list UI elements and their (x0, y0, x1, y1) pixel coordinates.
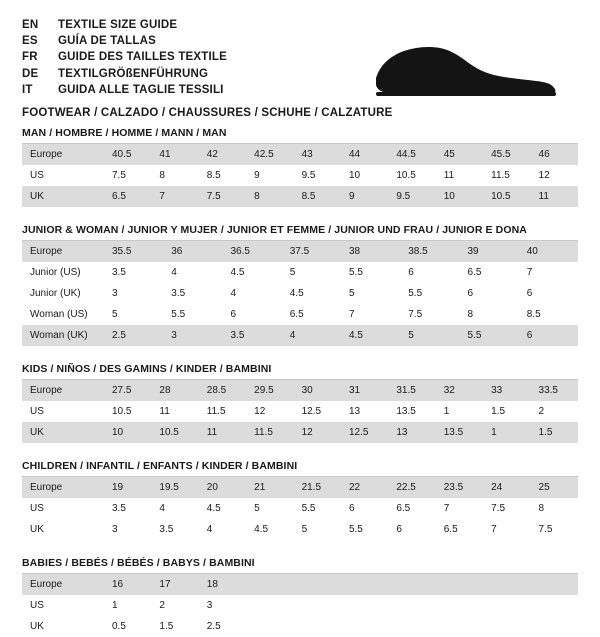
size-cell: 12 (294, 422, 341, 443)
language-row (22, 83, 227, 99)
size-cell: 3 (206, 600, 213, 611)
size-cell: 8 (467, 309, 474, 320)
size-cell-empty (388, 616, 435, 637)
size-cell: 11 (443, 170, 455, 181)
table-row (22, 616, 578, 637)
size-cell: 3 (163, 325, 222, 346)
size-cell: 11.5 (206, 406, 226, 417)
size-cell: 43 (294, 144, 341, 165)
size-cell: 2 (159, 600, 165, 611)
size-cell: 22.5 (388, 477, 435, 498)
row-label: Europe (22, 380, 104, 401)
size-cell-empty (246, 574, 293, 595)
size-cell-empty (388, 595, 435, 616)
size-table-body (22, 144, 578, 207)
size-cell: 5.5 (408, 288, 423, 299)
table-row (22, 574, 578, 595)
table-row (22, 401, 578, 422)
size-cell: 8 (246, 186, 293, 207)
row-label: US (30, 503, 44, 514)
size-cell: 33 (483, 380, 530, 401)
size-cell: 7 (151, 186, 198, 207)
table-row (22, 262, 578, 283)
language-title: GUÍA DE TALLAS (58, 35, 156, 48)
size-cell: 22 (341, 477, 388, 498)
size-group-junior-woman (22, 224, 578, 346)
size-cell: 5.5 (348, 524, 363, 535)
size-cell: 45 (436, 144, 483, 165)
size-cell: 7 (491, 524, 497, 535)
size-cell: 24 (483, 477, 530, 498)
row-label: UK (30, 621, 44, 632)
size-table-children (22, 477, 578, 540)
group-title: KIDS / NIÑOS / DES GAMINS / KINDER / BAMBINI (22, 363, 578, 380)
table-row (22, 241, 578, 262)
size-cell: 5 (301, 524, 308, 535)
size-table-body (22, 574, 578, 637)
size-cell: 40 (519, 241, 578, 262)
row-label: Junior (US) (30, 267, 81, 278)
size-cell: 33.5 (531, 380, 578, 401)
size-cell: 12.5 (301, 406, 322, 417)
size-cell: 39 (460, 241, 519, 262)
size-cell: 7 (349, 309, 355, 320)
language-code: DE (22, 67, 39, 80)
table-row (22, 186, 578, 207)
language-code: IT (22, 83, 33, 96)
size-cell: 6 (396, 524, 402, 535)
size-cell: 3 (112, 288, 118, 299)
size-cell-empty (483, 595, 530, 616)
size-cell: 5.5 (301, 503, 316, 514)
row-label: US (30, 600, 44, 611)
dress-shoe-icon (370, 34, 560, 102)
row-label: Europe (22, 144, 104, 165)
size-cell: 7.5 (538, 524, 553, 535)
size-cell: 27.5 (104, 380, 151, 401)
size-cell-empty (246, 595, 293, 616)
size-cell-empty (531, 574, 578, 595)
size-cell: 5 (289, 267, 296, 278)
size-cell: 0.5 (112, 621, 126, 632)
group-title: BABIES / BEBÉS / BÉBÉS / BABYS / BAMBINI (22, 557, 578, 574)
size-cell: 11 (159, 406, 170, 417)
size-cell: 4.5 (341, 325, 400, 346)
size-cell: 20 (199, 477, 246, 498)
language-title-body (22, 18, 227, 99)
size-cell: 7 (443, 503, 450, 514)
size-cell: 5.5 (349, 267, 363, 278)
table-row (22, 144, 578, 165)
size-cell: 6.5 (396, 503, 411, 514)
row-label: Europe (22, 241, 104, 262)
size-cell-empty (294, 595, 341, 616)
table-row (22, 422, 578, 443)
size-cell: 4.5 (206, 503, 221, 514)
language-row (22, 67, 227, 83)
language-title: GUIDE DES TAILLES TEXTILE (58, 51, 227, 64)
size-cell: 12 (254, 406, 266, 417)
size-cell: 28.5 (199, 380, 246, 401)
language-code: EN (22, 19, 39, 31)
size-cell: 4.5 (230, 267, 245, 278)
size-cell: 8.5 (294, 186, 341, 207)
size-cell: 9 (254, 170, 260, 181)
size-cell: 19 (104, 477, 151, 498)
size-cell: 7.5 (408, 309, 423, 320)
table-row (22, 498, 578, 519)
size-cell: 6.5 (289, 309, 304, 320)
size-table-junior-woman (22, 241, 578, 346)
size-cell: 5 (349, 288, 355, 299)
size-cell: 38 (341, 241, 400, 262)
size-cell: 35.5 (104, 241, 163, 262)
size-cell: 11 (199, 422, 246, 443)
language-title-list (22, 18, 227, 99)
size-cell: 4 (171, 267, 177, 278)
footwear-section-title: FOOTWEAR / CALZADO / CHAUSSURES / SCHUHE / CALZATURE (22, 106, 393, 119)
size-cell: 4.5 (254, 524, 269, 535)
size-cell: 7.5 (199, 186, 246, 207)
size-cell: 1.5 (159, 621, 174, 632)
size-cell: 13.5 (436, 422, 483, 443)
size-cell: 4 (206, 524, 213, 535)
group-title: MAN / HOMBRE / HOMME / MANN / MAN (22, 127, 578, 144)
size-cell: 40.5 (104, 144, 151, 165)
size-cell: 45.5 (483, 144, 530, 165)
row-label: Europe (22, 477, 104, 498)
row-label: UK (22, 186, 104, 207)
size-cell: 8.5 (206, 170, 221, 181)
size-cell-empty (246, 616, 293, 637)
size-cell: 42.5 (246, 144, 293, 165)
size-cell: 13 (388, 422, 435, 443)
size-cell: 12.5 (341, 422, 388, 443)
size-cell: 7.5 (491, 503, 506, 514)
size-cell-empty (531, 595, 578, 616)
language-title: TEXTILE SIZE GUIDE (58, 19, 178, 31)
size-cell: 3 (112, 524, 118, 535)
size-cell: 3.5 (171, 288, 186, 299)
size-table-body (22, 477, 578, 540)
language-row (22, 18, 227, 34)
row-label: Woman (US) (30, 309, 88, 320)
size-cell: 18 (199, 574, 246, 595)
size-group-man (22, 127, 578, 207)
size-cell: 4 (230, 288, 237, 299)
table-row (22, 477, 578, 498)
size-group-children (22, 460, 578, 540)
size-group-babies (22, 557, 578, 637)
size-cell: 36.5 (223, 241, 282, 262)
size-cell-empty (483, 616, 530, 637)
table-row (22, 325, 578, 346)
size-group-kids (22, 363, 578, 443)
language-title: GUIDA ALLE TAGLIE TESSILI (58, 83, 224, 96)
size-cell: 16 (104, 574, 151, 595)
size-cell: 5.5 (460, 325, 519, 346)
size-cell: 10 (348, 170, 361, 181)
size-table-kids (22, 380, 578, 443)
size-cell: 10 (104, 422, 151, 443)
row-label: US (30, 170, 44, 181)
language-code: ES (22, 35, 38, 48)
row-label: US (30, 406, 44, 417)
size-cell: 4.5 (289, 288, 304, 299)
table-row (22, 283, 578, 304)
size-cell: 1 (112, 600, 118, 611)
table-row (22, 595, 578, 616)
size-cell-empty (341, 574, 388, 595)
row-label: Europe (22, 574, 104, 595)
size-cell: 2.5 (104, 325, 163, 346)
size-cell-empty (436, 616, 483, 637)
size-cell: 23.5 (436, 477, 483, 498)
size-cell: 44.5 (388, 144, 435, 165)
header (22, 18, 578, 119)
size-cell: 5.5 (171, 309, 186, 320)
size-cell: 32 (436, 380, 483, 401)
group-title: CHILDREN / INFANTIL / ENFANTS / KINDER / BAMBINI (22, 460, 578, 477)
size-cell: 5 (254, 503, 260, 514)
size-cell: 38.5 (400, 241, 459, 262)
size-cell: 7.5 (112, 170, 126, 181)
row-label: Woman (UK) (22, 325, 104, 346)
size-cell: 30 (294, 380, 341, 401)
size-cell: 3.5 (159, 524, 174, 535)
size-cell: 8.5 (526, 309, 541, 320)
size-cell: 8 (159, 170, 165, 181)
size-cell: 7 (526, 267, 533, 278)
size-cell: 21 (246, 477, 293, 498)
size-cell: 10 (436, 186, 483, 207)
size-cell-empty (531, 616, 578, 637)
size-cell: 3.5 (223, 325, 282, 346)
size-cell: 2.5 (206, 621, 221, 632)
size-table-body (22, 380, 578, 443)
language-title: TEXTILGRÖßENFÜHRUNG (58, 67, 209, 80)
size-cell-empty (388, 574, 435, 595)
size-cell-empty (436, 574, 483, 595)
size-cell: 1.5 (491, 406, 506, 417)
size-cell: 41 (151, 144, 198, 165)
size-cell: 3.5 (112, 267, 126, 278)
size-cell-empty (436, 595, 483, 616)
size-cell: 10.5 (112, 406, 132, 417)
size-cell: 6 (408, 267, 414, 278)
size-cell: 10.5 (483, 186, 530, 207)
size-cell: 6 (467, 288, 474, 299)
size-cell: 3.5 (112, 503, 126, 514)
size-cell: 31 (341, 380, 388, 401)
table-row (22, 304, 578, 325)
size-cell-empty (341, 616, 388, 637)
size-cell: 46 (531, 144, 578, 165)
size-cell: 13 (348, 406, 361, 417)
size-cell: 10.5 (151, 422, 198, 443)
size-table-man (22, 144, 578, 207)
row-label: UK (30, 524, 44, 535)
size-cell: 37.5 (282, 241, 341, 262)
size-cell: 28 (151, 380, 198, 401)
size-cell: 11 (531, 186, 578, 207)
size-cell: 19.5 (151, 477, 198, 498)
size-cell: 13.5 (396, 406, 416, 417)
size-cell: 9.5 (301, 170, 316, 181)
row-label: Junior (UK) (30, 288, 81, 299)
size-cell: 6 (230, 309, 237, 320)
size-cell: 6 (526, 288, 533, 299)
size-cell: 5 (400, 325, 459, 346)
size-cell: 4 (282, 325, 341, 346)
size-cell-empty (294, 616, 341, 637)
row-label: UK (22, 422, 104, 443)
size-cell: 5 (112, 309, 118, 320)
size-cell: 6 (348, 503, 355, 514)
size-table-babies (22, 574, 578, 637)
language-row (22, 50, 227, 66)
size-table-body (22, 241, 578, 346)
size-cell: 6.5 (104, 186, 151, 207)
table-row (22, 519, 578, 540)
size-cell: 25 (531, 477, 578, 498)
size-cell: 44 (341, 144, 388, 165)
language-row (22, 34, 227, 50)
size-cell: 1 (443, 406, 450, 417)
size-cell: 29.5 (246, 380, 293, 401)
size-cell: 17 (151, 574, 198, 595)
size-cell: 10.5 (396, 170, 416, 181)
size-cell: 21.5 (294, 477, 341, 498)
size-cell: 11.5 (491, 170, 510, 181)
size-cell: 6.5 (467, 267, 482, 278)
table-row (22, 380, 578, 401)
group-title: JUNIOR & WOMAN / JUNIOR Y MUJER / JUNIOR ET FEMME / JUNIOR UND FRAU / JUNIOR E DONA (22, 224, 578, 241)
size-cell: 2 (538, 406, 545, 417)
size-cell: 36 (163, 241, 222, 262)
size-cell: 4 (159, 503, 165, 514)
size-cell: 1.5 (531, 422, 578, 443)
size-cell: 9.5 (388, 186, 435, 207)
size-cell: 31.5 (388, 380, 435, 401)
size-cell: 8 (538, 503, 545, 514)
size-cell: 11.5 (246, 422, 293, 443)
size-cell: 6 (519, 325, 578, 346)
table-row (22, 165, 578, 186)
language-code: FR (22, 51, 38, 64)
size-cell: 6.5 (443, 524, 458, 535)
size-cell: 9 (341, 186, 388, 207)
size-cell: 1 (483, 422, 530, 443)
size-cell-empty (294, 574, 341, 595)
size-cell: 12 (538, 170, 550, 181)
size-cell: 42 (199, 144, 246, 165)
size-cell-empty (483, 574, 530, 595)
size-cell-empty (341, 595, 388, 616)
